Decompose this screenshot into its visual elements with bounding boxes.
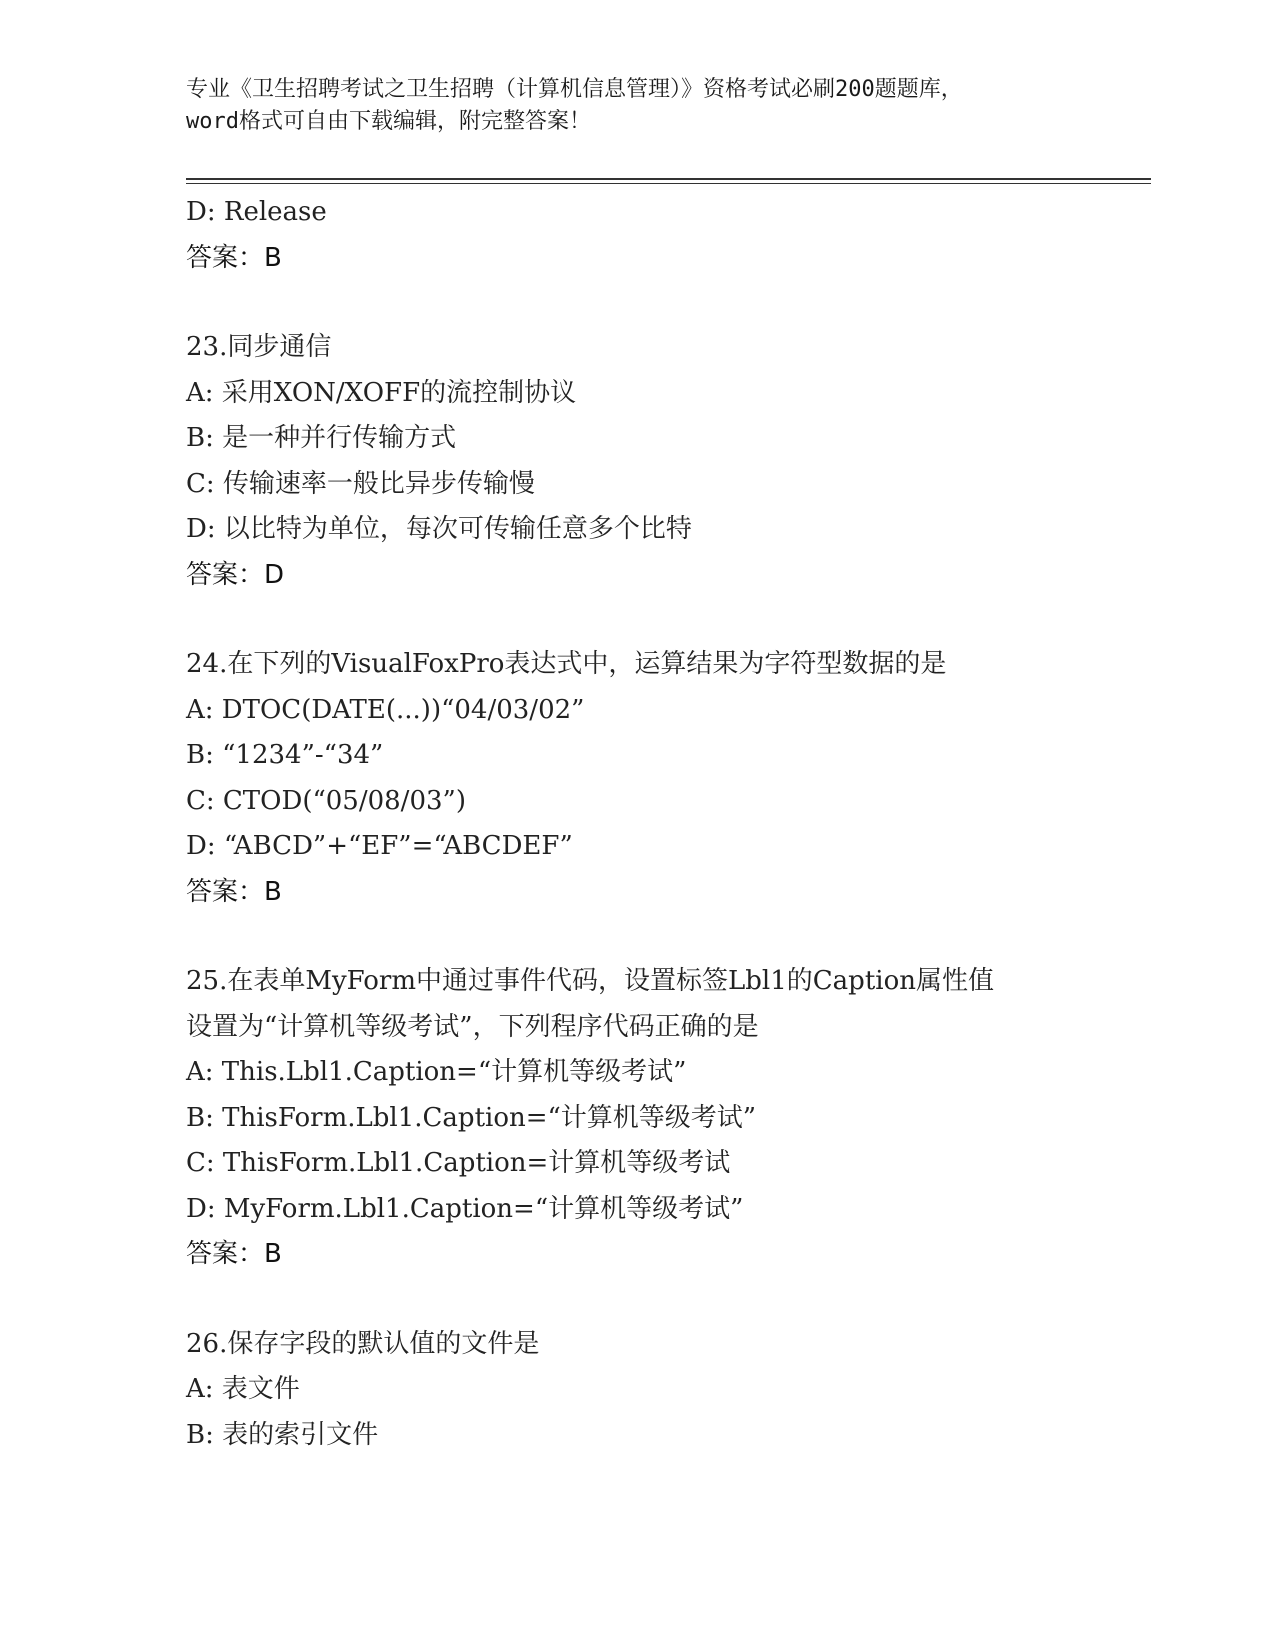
- header-line-1: 专业《卫生招聘考试之卫生招聘（计算机信息管理）》资格考试必刷200题题库，: [186, 77, 963, 102]
- option-d: D: Release: [186, 197, 327, 227]
- option-c: C: CTOD(“05/08/03”): [186, 785, 466, 816]
- spacer: [186, 915, 1146, 959]
- document-header: [186, 74, 1086, 138]
- question-stem-continued: 设置为“计算机等级考试”，下列程序代码正确的是: [186, 1011, 759, 1042]
- answer-line: 答案：D: [186, 559, 285, 590]
- spacer: [186, 281, 1146, 325]
- question-24: [186, 642, 1146, 915]
- question-list: [186, 190, 1146, 1458]
- option-a: A: 采用XON/XOFF的流控制协议: [186, 377, 577, 408]
- option-c: C: ThisForm.Lbl1.Caption=计算机等级考试: [186, 1148, 731, 1178]
- option-d: D: 以比特为单位，每次可传输任意多个比特: [186, 514, 692, 544]
- answer-line: 答案：B: [186, 242, 282, 273]
- question-stem: 25.在表单MyForm中通过事件代码，设置标签Lbl1的Caption属性值: [186, 966, 994, 996]
- question-stem: 26.保存字段的默认值的文件是: [186, 1328, 540, 1359]
- question-stem: 24.在下列的VisualFoxPro表达式中，运算结果为字符型数据的是: [186, 649, 947, 679]
- previous-question-tail: [186, 190, 1146, 281]
- option-a: A: DTOC(DATE(...))“04/03/02”: [186, 694, 585, 725]
- question-stem: 23.同步通信: [186, 332, 332, 362]
- option-b: B: “1234”-“34”: [186, 740, 384, 770]
- question-25: [186, 959, 1146, 1278]
- option-b: B: 表的索引文件: [186, 1419, 379, 1450]
- option-d: D: MyForm.Lbl1.Caption=“计算机等级考试”: [186, 1193, 744, 1224]
- question-23: [186, 325, 1146, 598]
- option-c: C: 传输速率一般比异步传输慢: [186, 468, 535, 499]
- header-line-2: word格式可自由下载编辑，附完整答案！: [186, 109, 591, 134]
- spacer: [186, 598, 1146, 642]
- spacer: [186, 1278, 1146, 1322]
- option-a: A: This.Lbl1.Caption=“计算机等级考试”: [186, 1057, 687, 1087]
- header-divider: [186, 178, 1151, 180]
- option-a: A: 表文件: [186, 1374, 300, 1404]
- header-divider-thin: [186, 183, 1151, 184]
- option-b: B: ThisForm.Lbl1.Caption=“计算机等级考试”: [186, 1102, 757, 1133]
- option-d: D: “ABCD”+“EF”=“ABCDEF”: [186, 831, 573, 861]
- answer-line: 答案：B: [186, 1239, 282, 1269]
- option-b: B: 是一种并行传输方式: [186, 423, 457, 453]
- answer-line: 答案：B: [186, 876, 282, 907]
- question-26: [186, 1322, 1146, 1459]
